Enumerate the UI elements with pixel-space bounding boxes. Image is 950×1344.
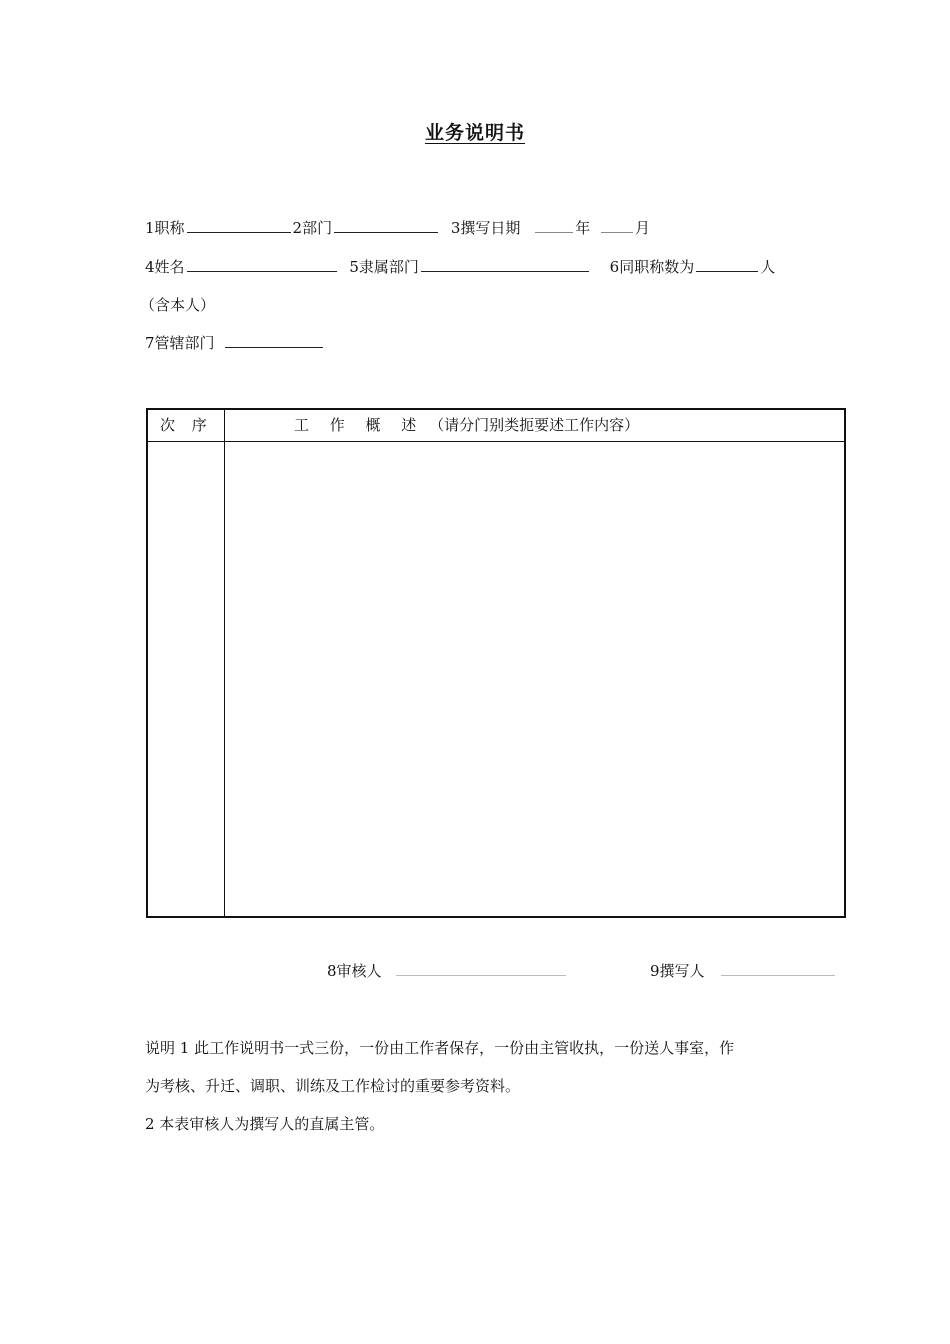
managed-dept-field[interactable] (225, 333, 323, 348)
writer-field[interactable] (721, 961, 835, 976)
writer-label: 9撰写人 (650, 962, 705, 980)
same-title-count-field[interactable] (696, 257, 758, 272)
desc-header-main: 工 作 概 述 (294, 416, 425, 434)
same-title-label: 6同职称数为 (609, 258, 695, 276)
reviewer-field[interactable] (396, 961, 566, 976)
managed-dept-label: 7管辖部门 (145, 334, 215, 352)
form-row-2 (145, 256, 775, 278)
including-self-note: （含本人） (140, 296, 216, 314)
form-row-1 (145, 217, 650, 239)
work-description-table (146, 408, 846, 918)
month-field[interactable] (601, 218, 633, 233)
job-title-label: 1职称 (145, 219, 185, 237)
year-label: 年 (575, 219, 591, 237)
note-line-3: 2 本表审核人为撰写人的直属主管。 (145, 1115, 385, 1133)
dept-label: 2部门 (292, 219, 333, 237)
name-field[interactable] (187, 257, 337, 272)
table-header (148, 410, 844, 442)
desc-header-note: （请分门别类扼要述工作内容） (429, 416, 640, 434)
name-label: 4姓名 (145, 258, 185, 276)
desc-column-header (294, 414, 639, 435)
page-title: 业务说明书 (424, 122, 525, 144)
form-row-4 (145, 332, 325, 354)
reviewer-label: 8审核人 (327, 962, 382, 980)
job-title-field[interactable] (187, 218, 291, 233)
parent-dept-field[interactable] (421, 257, 589, 272)
note-line-2: 为考核、升迁、调职、训练及工作检讨的重要参考资料。 (145, 1077, 521, 1095)
reviewer-signature (327, 960, 568, 981)
seq-cell[interactable] (148, 442, 224, 916)
dept-field[interactable] (334, 218, 438, 233)
year-field[interactable] (535, 218, 573, 233)
date-label: 3撰写日期 (450, 219, 521, 237)
same-title-unit: 人 (760, 258, 776, 276)
month-label: 月 (635, 219, 651, 237)
writer-signature (650, 960, 837, 981)
parent-dept-label: 5隶属部门 (349, 258, 419, 276)
seq-column-header: 次 序 (160, 416, 213, 434)
column-divider (224, 410, 225, 916)
note-line-1: 说明 1 此工作说明书一式三份，一份由工作者保存，一份由主管收执，一份送人事室，作 (145, 1039, 735, 1057)
desc-cell[interactable] (226, 442, 844, 916)
